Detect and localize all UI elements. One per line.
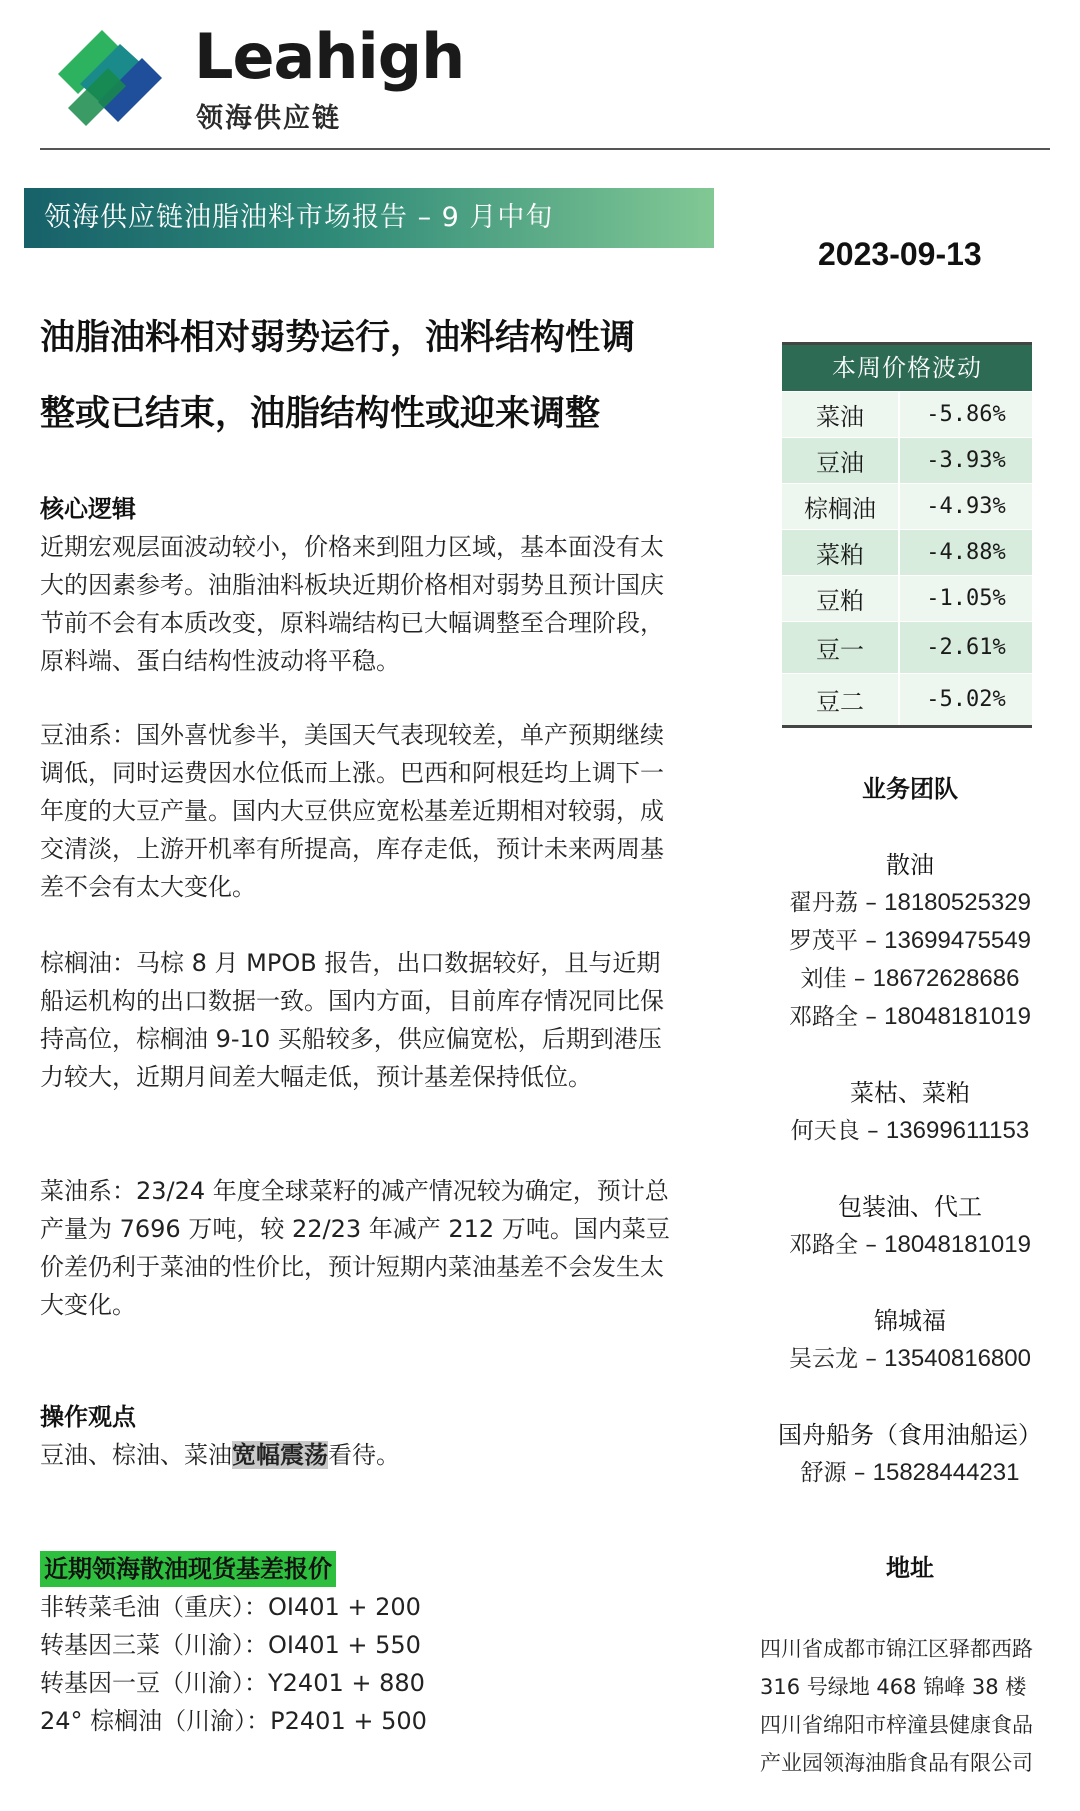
operation-view-section (40, 1398, 670, 1474)
team-member: 邓路全 – 18048181019 (789, 1003, 1031, 1030)
member-name: 邓路全 (789, 1004, 859, 1030)
core-logic-section (40, 490, 670, 680)
price-row-value: -5.02% (900, 674, 1032, 725)
header-divider (40, 148, 1050, 150)
brand-name-cn: 领海供应链 (196, 103, 341, 134)
member-phone: 13699611153 (885, 1117, 1030, 1144)
price-row-name: 豆粕 (782, 576, 900, 621)
member-phone: 18048181019 (884, 1231, 1031, 1258)
address-block (760, 1630, 1060, 1782)
price-row-name: 豆一 (782, 622, 900, 673)
headline-line-1: 油脂油料相对弱势运行，油料结构性调 (40, 318, 636, 358)
report-banner: 领海供应链油脂油料市场报告 – 9 月中旬 (24, 188, 714, 248)
price-row (782, 529, 1032, 575)
basis-row: 24° 棕榈油（川渝）：P2401 + 500 (40, 1707, 427, 1735)
team-member: 舒源 – 15828444231 (800, 1459, 1020, 1486)
palm-oil-paragraph: 棕榈油：马棕 8 月 MPOB 报告，出口数据较好，且与近期船运机构的出口数据一致。国内方面，目前库存情况同比保持高位，棕榈油 9-10 买船较多，供应偏宽松，后期到港压力较大，近期月间差大幅走低，预计基差保持低位。 (40, 949, 664, 1091)
view-prefix: 豆油、棕油、菜油 (40, 1441, 232, 1469)
headline-line-2: 整或已结束，油脂结构性或迎来调整 (40, 394, 601, 434)
member-phone: 13540816800 (884, 1345, 1031, 1372)
price-row (782, 575, 1032, 621)
brand-name-en: Leahigh (194, 20, 465, 93)
price-row-value: -3.93% (900, 438, 1032, 483)
price-row (782, 437, 1032, 483)
price-row-name: 棕榈油 (782, 484, 900, 529)
member-phone: 18180525329 (884, 889, 1031, 916)
member-name: 舒源 (800, 1460, 847, 1486)
address-title: 地址 (886, 1554, 934, 1582)
price-row (782, 483, 1032, 529)
rapeseed-paragraph: 菜油系：23/24 年度全球菜籽的减产情况较为确定，预计总产量为 7696 万吨，较 22/23 年减产 212 万吨。国内菜豆价差仍利于菜油的性价比，预计短期内菜油基差不会发生太大变化。 (40, 1177, 670, 1319)
price-row-value: -5.86% (900, 392, 1032, 437)
team-member: 罗茂平 – 13699475549 (789, 927, 1031, 954)
view-suffix: 看待。 (328, 1441, 400, 1469)
team-title: 业务团队 (862, 775, 958, 803)
member-name: 罗茂平 (789, 928, 859, 954)
view-highlight: 宽幅震荡 (232, 1441, 328, 1469)
member-name: 刘佳 (800, 966, 847, 992)
soy-oil-paragraph: 豆油系：国外喜忧参半，美国天气表现较差，单产预期继续调低，同时运费因水位低而上涨。巴西和阿根廷均上调下一年度的大豆产量。国内大豆供应宽松基差近期相对较弱，成交清淡，上游开机率有所提高，库存走低，预计未来两周基差不会有太大变化。 (40, 721, 664, 901)
member-phone: 18672628686 (872, 965, 1020, 992)
price-row-name: 豆二 (782, 674, 900, 725)
basis-row: 转基因三菜（川渝）：OI401 + 550 (40, 1631, 421, 1659)
member-name: 翟丹荔 (789, 890, 859, 916)
headline (40, 300, 680, 452)
member-phone: 18048181019 (884, 1003, 1031, 1030)
page-header (0, 0, 1080, 160)
address-line: 四川省绵阳市梓潼县健康食品 (760, 1713, 1033, 1737)
team-group-name: 国舟船务（食用油船运） (778, 1421, 1042, 1449)
price-row-value: -1.05% (900, 576, 1032, 621)
price-table-title: 本周价格波动 (782, 345, 1032, 391)
price-row-name: 豆油 (782, 438, 900, 483)
member-phone: 13699475549 (884, 927, 1031, 954)
price-row-name: 菜粕 (782, 530, 900, 575)
basis-row: 转基因一豆（川渝）：Y2401 + 880 (40, 1669, 425, 1697)
team-member: 邓路全 – 18048181019 (789, 1231, 1031, 1258)
basis-quote-title: 近期领海散油现货基差报价 (40, 1551, 336, 1587)
team-member: 吴云龙 – 13540816800 (789, 1345, 1031, 1372)
price-row-value: -4.93% (900, 484, 1032, 529)
core-logic-body: 近期宏观层面波动较小，价格来到阻力区域，基本面没有太大的因素参考。油脂油料板块近期价格相对弱势且预计国庆节前不会有本质改变，原料端结构已大幅调整至合理阶段，原料端、蛋白结构性波动将平稳。 (40, 533, 664, 675)
address-line: 四川省成都市锦江区驿都西路 (760, 1637, 1033, 1661)
weekly-price-table (782, 342, 1032, 728)
team-member: 翟丹荔 – 18180525329 (789, 889, 1031, 916)
team-member: 何天良 – 13699611153 (790, 1117, 1030, 1144)
member-name: 何天良 (790, 1118, 860, 1144)
operation-view-title: 操作观点 (40, 1403, 136, 1431)
team-group-name: 菜枯、菜粕 (850, 1079, 970, 1107)
team-group-name: 包装油、代工 (838, 1193, 982, 1221)
team-group-name: 散油 (886, 851, 934, 879)
member-name: 吴云龙 (789, 1346, 859, 1372)
report-date: 2023-09-13 (818, 236, 982, 272)
business-team (760, 770, 1060, 1492)
address-line: 产业园领海油脂食品有限公司 (760, 1751, 1033, 1775)
operation-view-body (40, 1436, 670, 1474)
basis-quote-section (40, 1550, 670, 1740)
core-logic-title: 核心逻辑 (40, 495, 136, 523)
price-row-value: -2.61% (900, 622, 1032, 673)
price-row-name: 菜油 (782, 392, 900, 437)
team-member: 刘佳 – 18672628686 (800, 965, 1020, 992)
price-row (782, 673, 1032, 725)
price-row-value: -4.88% (900, 530, 1032, 575)
team-group-name: 锦城福 (874, 1307, 946, 1335)
address-line: 316 号绿地 468 锦峰 38 楼 (760, 1675, 1027, 1699)
member-phone: 15828444231 (872, 1459, 1020, 1486)
leahigh-logo-icon (50, 22, 170, 140)
basis-row: 非转菜毛油（重庆）：OI401 + 200 (40, 1593, 421, 1621)
price-row (782, 621, 1032, 673)
price-row (782, 391, 1032, 437)
member-name: 邓路全 (789, 1232, 859, 1258)
